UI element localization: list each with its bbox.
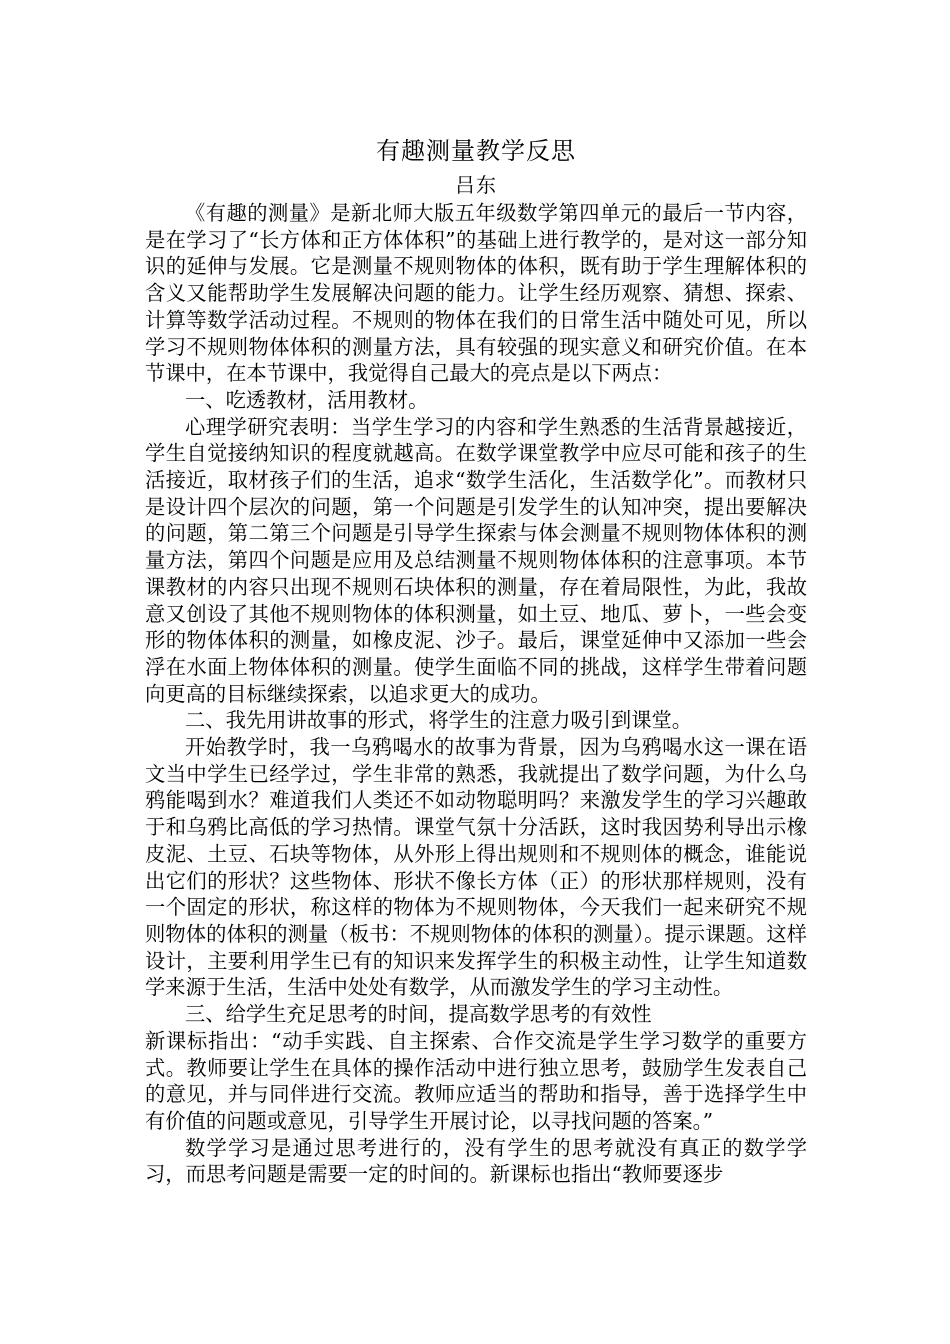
document-title: 有趣测量教学反思 bbox=[376, 137, 576, 165]
section-3-paragraph: 数学学习是通过思考进行的，没有学生的思考就没有真正的数学学习，而思考问题是需要一定的时间的。新课标也指出“教师要逐步 bbox=[145, 1135, 807, 1187]
document-page bbox=[145, 132, 807, 1188]
section-1-paragraph: 心理学研究表明：当学生学习的内容和学生熟悉的生活背景越接近，学生自觉接纳知识的程度就越高。在数学课堂教学中应尽可能和孩子的生活接近，取材孩子们的生活，追求“数学生活化，生活数学化”。而教材只是设计四个层次的问题，第一个问题是引发学生的认知冲突，提出要解决的问题，第二第三个问题是引导学生探索与体会测量不规则物体体积的测量方法，第四个问题是应用及总结测量不规则物体体积的注意事项。本节课教材的内容只出现不规则石块体积的测量，存在着局限性，为此，我故意又创设了其他不规则物体的体积测量，如土豆、地瓜、萝卜，一些会变形的物体体积的测量，如橡皮泥、沙子。最后，课堂延伸中又添加一些会浮在水面上物体体积的测量。使学生面临不同的挑战，这样学生带着问题向更高的目标继续探索，以追求更大的成功。 bbox=[145, 414, 807, 706]
section-3-quote-paragraph: 新课标指出：“动手实践、自主探索、合作交流是学生学习数学的重要方式。教师要让学生在具体的操作活动中进行独立思考，鼓励学生发表自己的意见，并与同伴进行交流。教师应适当的帮助和指导，善于选择学生中有价值的问题或意见，引导学生开展讨论，以寻找问题的答案。” bbox=[145, 1028, 807, 1133]
section-1-heading: 一、吃透教材，活用教材。 bbox=[185, 387, 429, 412]
section-3-heading: 三、给学生充足思考的时间，提高数学思考的有效性 bbox=[185, 1002, 652, 1027]
section-2-heading: 二、我先用讲故事的形式，将学生的注意力吸引到课堂。 bbox=[185, 708, 693, 733]
document-author: 吕东 bbox=[455, 173, 497, 197]
intro-paragraph: 《有趣的测量》是新北师大版五年级数学第四单元的最后一节内容，是在学习了“长方体和正方体体积”的基础上进行教学的，是对这一部分知识的延伸与发展。它是测量不规则物体的体积，既有助于学生理解体积的含义又能帮助学生发展解决问题的能力。让学生经历观察、猜想、探索、计算等数学活动过程。不规则的物体在我们的日常生活中随处可见，所以学习不规则物体体积的测量方法，具有较强的现实意义和研究价值。在本节课中，在本节课中，我觉得自己最大的亮点是以下两点： bbox=[145, 201, 807, 386]
section-2-paragraph: 开始教学时，我一乌鸦喝水的故事为背景，因为乌鸦喝水这一课在语文当中学生已经学过，学生非常的熟悉，我就提出了数学问题，为什么乌鸦能喝到水？难道我们人类还不如动物聪明吗？来激发学生的学习兴趣敢于和乌鸦比高低的学习热情。课堂气氛十分活跃，这时我因势利导出示橡皮泥、土豆、石块等物体，从外形上得出规则和不规则体的概念，谁能说出它们的形状？这些物体、形状不像长方体（正）的形状那样规则，没有一个固定的形状，称这样的物体为不规则物体，今天我们一起来研究不规则物体的体积的测量（板书：不规则物体的体积的测量）。提示课题。这样设计，主要利用学生已有的知识来发挥学生的积极主动性，让学生知道数学来源于生活，生活中处处有数学，从而激发学生的学习主动性。 bbox=[145, 735, 807, 1000]
